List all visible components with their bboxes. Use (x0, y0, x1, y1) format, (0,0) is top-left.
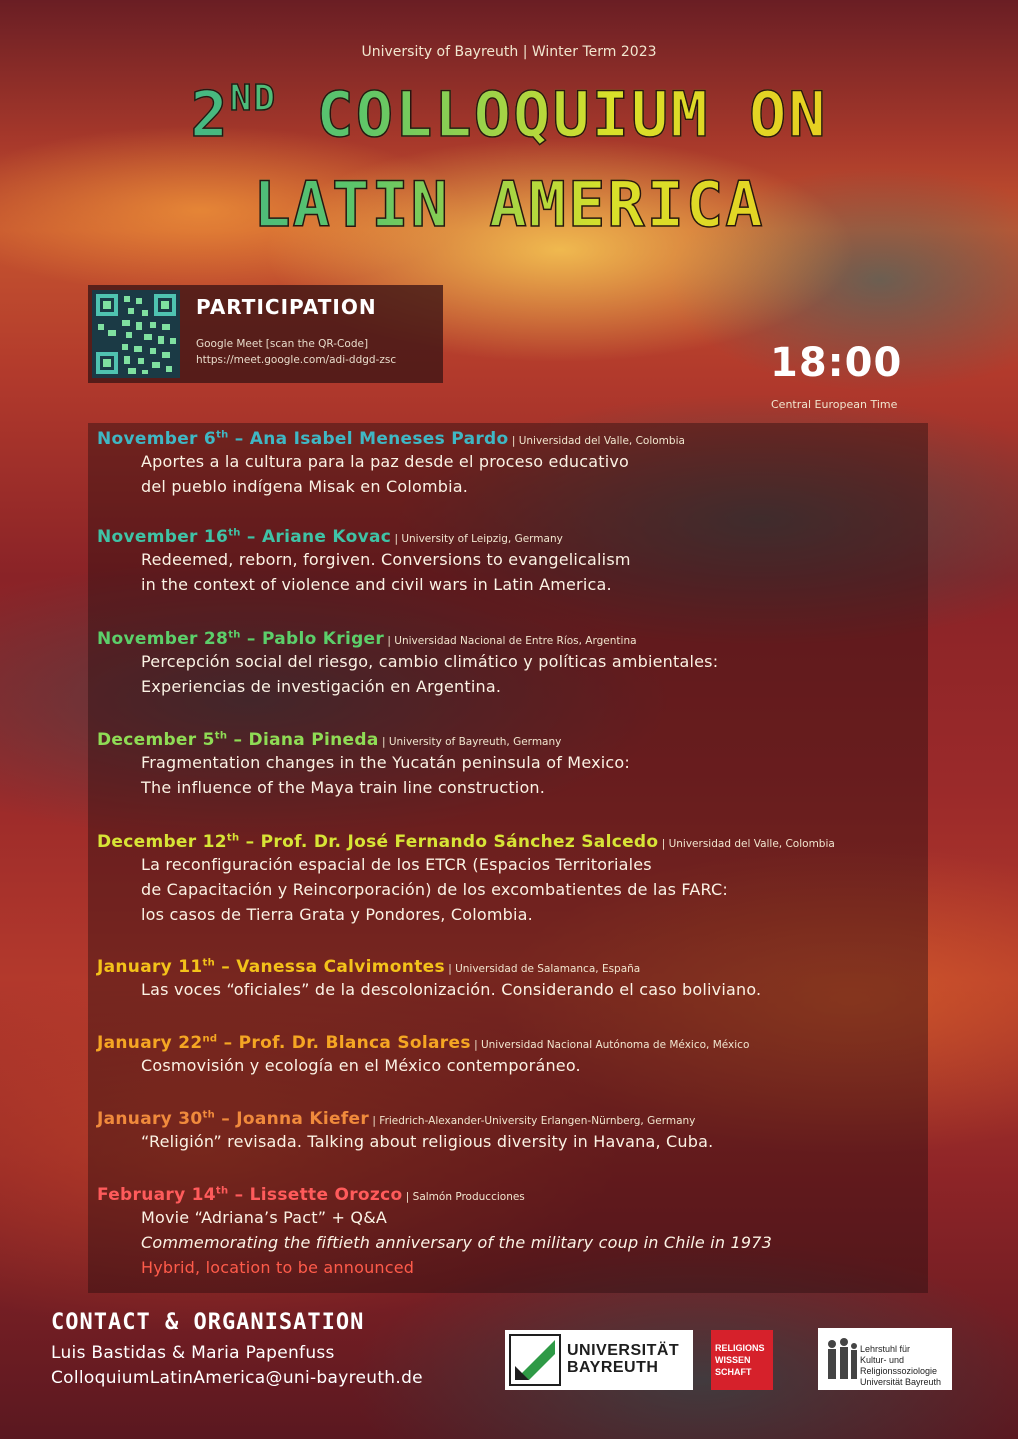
event-item (97, 730, 927, 800)
event-date: January 22 (97, 1033, 203, 1053)
event-date-suffix: th (214, 730, 228, 742)
event-item (97, 629, 927, 699)
participation-title: PARTICIPATION (196, 295, 377, 319)
event-date: November 6 (97, 429, 217, 449)
title-line-2: LATIN AMERICA (0, 168, 1018, 241)
event-date-suffix: nd (202, 1033, 218, 1045)
event-talk-line: de Capacitación y Reincorporación) de los excombatientes de las FARC: (141, 880, 728, 899)
title-line-1 (0, 78, 1018, 151)
event-speaker: – Lissette Orozco (228, 1185, 403, 1205)
event-speaker: – Ariane Kovac (240, 527, 392, 547)
event-affiliation: | Universidad del Valle, Colombia (658, 838, 835, 850)
ks-logo-line-3: Religionssoziologie (860, 1366, 938, 1376)
event-speaker: – Joanna Kiefer (215, 1109, 370, 1129)
event-date-suffix: th (216, 429, 229, 441)
rw-logo-line-3: SCHAFT (715, 1367, 752, 1377)
event-talk-line: Aportes a la cultura para la paz desde el proceso educativo (141, 452, 630, 471)
event-speaker: – Diana Pineda (227, 730, 379, 750)
ks-logo-line-4: Universität Bayreuth (860, 1377, 942, 1387)
event-item (97, 1109, 927, 1154)
event-date-suffix: th (202, 957, 216, 969)
event-speaker: – Pablo Kriger (240, 629, 385, 649)
rw-logo-line-1: RELIGIONS (715, 1343, 765, 1353)
title-text-1: COLLOQUIUM ON (277, 78, 828, 151)
ubt-mark-icon (509, 1334, 561, 1386)
event-date: January 30 (97, 1109, 203, 1129)
event-affiliation: | Universidad del Valle, Colombia (508, 435, 685, 447)
event-date-suffix: th (226, 832, 240, 844)
ubt-logo-line-1: UNIVERSITÄT (567, 1342, 680, 1359)
event-date-suffix: th (228, 527, 241, 539)
event-item (97, 429, 927, 499)
event-date: November 28 (97, 629, 229, 649)
event-talk-line: in the context of violence and civil wars in Latin America. (141, 575, 612, 594)
event-talk-line: La reconfiguración espacial de los ETCR (Espacios Territoriales (141, 855, 652, 874)
participation-platform: Google Meet [scan the QR-Code] (196, 338, 369, 350)
event-talk-line: Experiencias de investigación en Argentina. (141, 677, 502, 696)
people-silhouettes-icon (824, 1336, 858, 1382)
event-talk-line: Redeemed, reborn, forgiven. Conversions to evangelicalism (141, 550, 631, 569)
event-affiliation: | Friedrich-Alexander-University Erlangen-Nürnberg, Germany (369, 1115, 696, 1127)
event-item (97, 1033, 927, 1078)
event-speaker: – Prof. Dr. José Fernando Sánchez Salcedo (239, 832, 659, 852)
event-affiliation: | University of Leipzig, Germany (391, 533, 563, 545)
event-date: December 5 (97, 730, 215, 750)
event-date: December 12 (97, 832, 227, 852)
participation-box (88, 285, 443, 383)
title-ordinal: ND (229, 78, 278, 119)
start-time: 18:00 (770, 340, 903, 386)
university-bayreuth-logo (505, 1330, 693, 1390)
schedule-panel (88, 423, 928, 1293)
event-item (97, 957, 927, 1002)
event-talk-line: Las voces “oficiales” de la descolonización. Considerando el caso boliviano. (141, 980, 762, 999)
contact-email[interactable]: ColloquiumLatinAmerica@uni-bayreuth.de (51, 1368, 423, 1388)
religionswissenschaft-logo (711, 1330, 773, 1390)
event-item (97, 527, 927, 597)
qr-code-icon[interactable] (92, 290, 180, 378)
event-date: November 16 (97, 527, 229, 547)
event-affiliation: | Universidad de Salamanca, España (444, 963, 641, 975)
event-location-note: Hybrid, location to be announced (141, 1258, 415, 1277)
event-talk-line: Cosmovisión y ecología en el México contemporáneo. (141, 1056, 581, 1075)
ks-logo-line-1: Lehrstuhl für (860, 1344, 911, 1354)
rw-logo-line-2: WISSEN (715, 1355, 751, 1365)
event-affiliation: | Universidad Nacional de Entre Ríos, Argentina (384, 635, 637, 647)
event-date-suffix: th (228, 629, 241, 641)
event-item (97, 1185, 927, 1280)
header-subtitle: University of Bayreuth | Winter Term 2023 (361, 44, 657, 60)
event-affiliation: | Salmón Producciones (402, 1191, 525, 1203)
event-talk-line: Fragmentation changes in the Yucatán peninsula of Mexico: (141, 753, 630, 772)
participation-link[interactable]: https://meet.google.com/adi-ddgd-zsc (196, 354, 397, 366)
contact-title: CONTACT & ORGANISATION (51, 1310, 365, 1335)
event-date: February 14 (97, 1185, 216, 1205)
ubt-logo-line-2: BAYREUTH (567, 1359, 659, 1376)
time-zone: Central European Time (771, 398, 898, 411)
event-date-suffix: th (215, 1185, 229, 1197)
event-date: January 11 (97, 957, 203, 977)
event-talk-line: los casos de Tierra Grata y Pondores, Colombia. (141, 905, 533, 924)
event-talk-line: Percepción social del riesgo, cambio climático y políticas ambientales: (141, 652, 719, 671)
contact-names: Luis Bastidas & Maria Papenfuss (51, 1343, 335, 1363)
event-talk-line: “Religión” revisada. Talking about religious diversity in Havana, Cuba. (141, 1132, 714, 1151)
kultur-religionssoziologie-logo (818, 1328, 952, 1390)
event-item (97, 832, 927, 927)
event-commemoration-note: Commemorating the fiftieth anniversary of the military coup in Chile in 1973 (141, 1233, 772, 1252)
event-talk-line: The influence of the Maya train line construction. (141, 778, 546, 797)
event-affiliation: | University of Bayreuth, Germany (378, 736, 562, 748)
event-speaker: – Vanessa Calvimontes (215, 957, 445, 977)
event-speaker: – Prof. Dr. Blanca Solares (217, 1033, 471, 1053)
event-talk-line: Movie “Adriana’s Pact” + Q&A (141, 1208, 388, 1227)
title-number: 2 (190, 78, 230, 151)
event-date-suffix: th (202, 1109, 216, 1121)
event-affiliation: | Universidad Nacional Autónoma de México, México (470, 1039, 750, 1051)
event-speaker: – Ana Isabel Meneses Pardo (228, 429, 509, 449)
event-talk-line: del pueblo indígena Misak en Colombia. (141, 477, 469, 496)
ks-logo-line-2: Kultur- und (860, 1355, 905, 1365)
